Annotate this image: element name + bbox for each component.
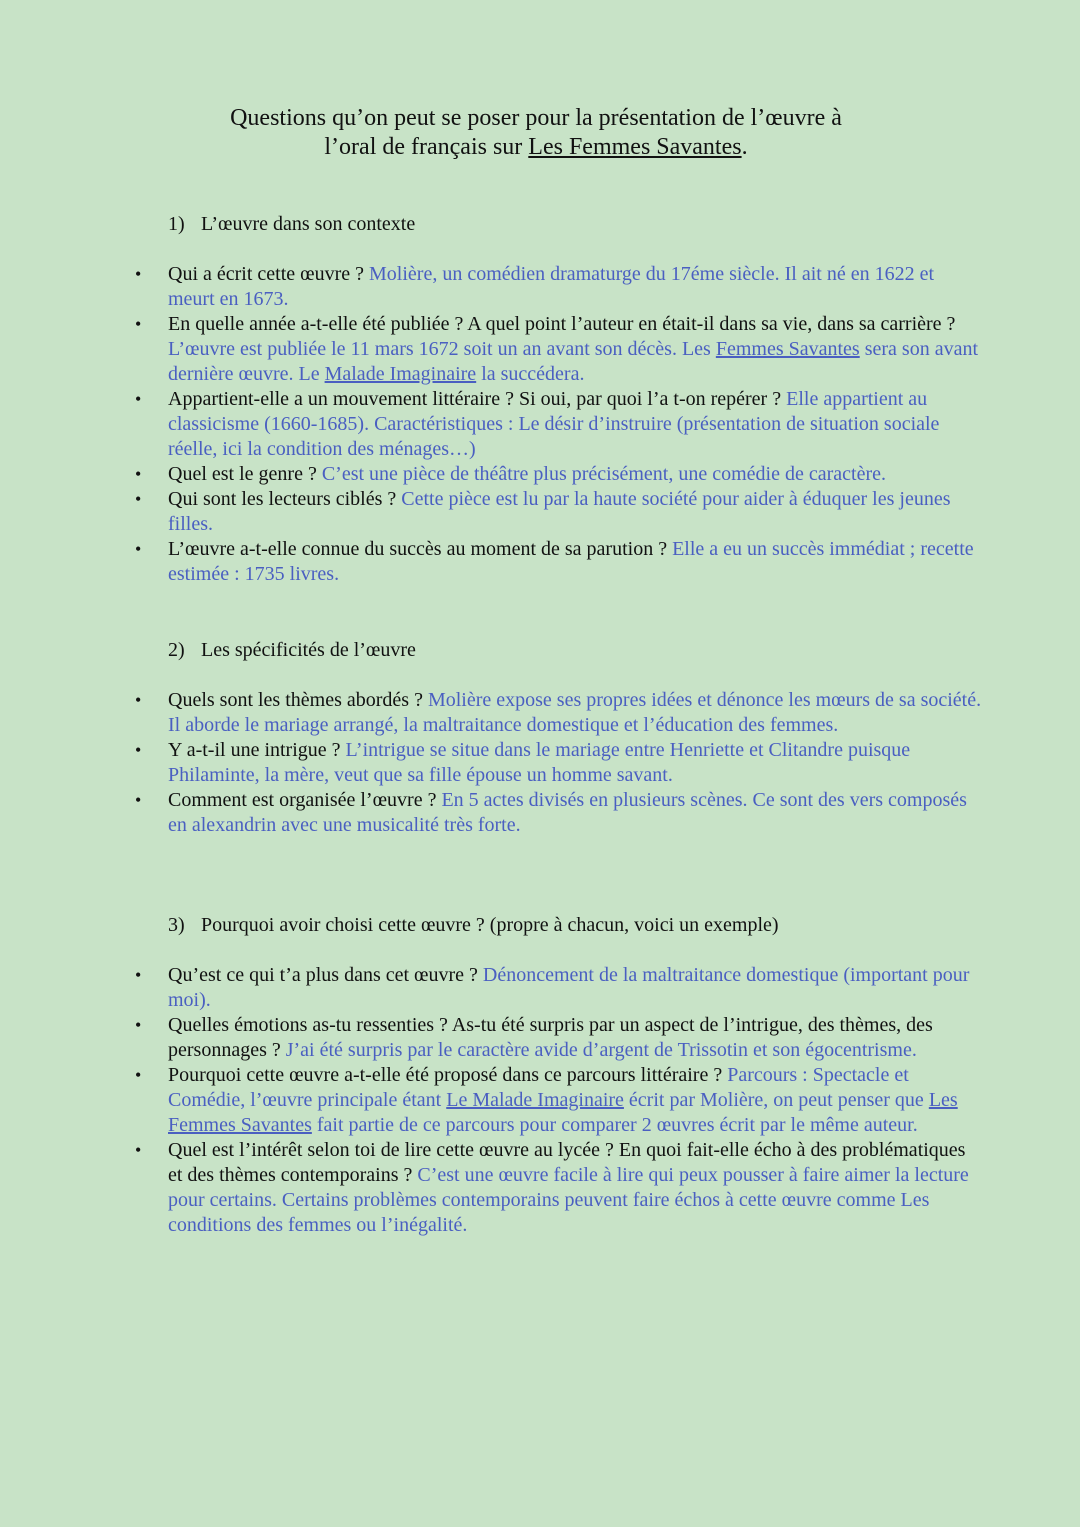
work-title: Les Femmes Savantes	[168, 1089, 958, 1136]
title-line-2-text: l’oral de français sur	[324, 134, 529, 160]
question: Quel est l’intérêt selon toi de lire cette œuvre au lycée ? En quoi fait-elle écho à des problématiques et des thèmes contemporains ?	[168, 1139, 966, 1186]
section-2-list	[0, 688, 1080, 838]
work-title: Le Malade Imaginaire	[446, 1089, 624, 1111]
section-title: Les spécificités de l’œuvre	[201, 639, 416, 661]
title-work-name: Les Femmes Savantes	[528, 134, 742, 160]
section-1-heading	[168, 212, 415, 237]
page-title	[150, 104, 922, 162]
list-item	[0, 1138, 1080, 1238]
question: Comment est organisée l’œuvre ?	[168, 789, 442, 811]
answer: L’intrigue se situe dans le mariage entre Henriette et Clitandre puisque Philaminte, la mère, veut que sa fille épouse un homme savant.	[168, 739, 911, 786]
work-title: Malade Imaginaire	[324, 363, 477, 385]
list-item	[0, 262, 1080, 312]
answer: C’est une pièce de théâtre plus précisément, une comédie de caractère.	[321, 463, 886, 485]
answer: J’ai été surpris par le caractère avide d’argent de Trissotin et son égocentrisme.	[285, 1039, 917, 1061]
question: En quelle année a-t-elle été publiée ? A quel point l’auteur en était-il dans sa vie, dans sa carrière ?	[168, 313, 956, 335]
section-number: 3)	[168, 914, 185, 936]
answer: Elle a eu un succès immédiat ; recette estimée : 1735 livres.	[168, 538, 974, 585]
list-item	[0, 312, 1080, 387]
answer: Elle appartient au classicisme (1660-1685). Caractéristiques : Le désir d’instruire (présentation de situation sociale réelle, ici la condition des ménages…)	[168, 388, 940, 460]
section-number: 1)	[168, 213, 185, 235]
question: Appartient-elle a un mouvement littéraire ? Si oui, par quoi l’a t-on repérer ?	[168, 388, 787, 410]
answer-text: écrit par Molière, on peut penser que	[623, 1089, 929, 1111]
list-item	[0, 387, 1080, 462]
section-1-list	[0, 262, 1080, 587]
section-title: Pourquoi avoir choisi cette œuvre ? (propre à chacun, voici un exemple)	[201, 914, 779, 936]
list-item	[0, 537, 1080, 587]
question: Pourquoi cette œuvre a-t-elle été proposé dans ce parcours littéraire ?	[168, 1064, 728, 1086]
section-3-heading	[168, 913, 779, 938]
title-period: .	[741, 134, 748, 160]
question: Quels sont les thèmes abordés ?	[168, 689, 428, 711]
answer: Molière, un comédien dramaturge du 17éme siècle. Il ait né en 1622 et meurt en 1673.	[168, 263, 935, 310]
list-item	[0, 788, 1080, 838]
answer: C’est une œuvre facile à lire qui peux pousser à faire aimer la lecture pour certains. Certains problèmes contemporains peuvent faire échos à cette œuvre comme Les conditions des femmes ou l’inégalité.	[168, 1164, 969, 1236]
answer: Molière expose ses propres idées et dénonce les mœurs de sa société. Il aborde le mariage arrangé, la maltraitance domestique et l’éducation des femmes.	[168, 689, 982, 736]
answer	[168, 338, 978, 385]
list-item	[0, 1013, 1080, 1063]
answer-text: sera son avant dernière œuvre. Le	[168, 338, 979, 385]
question: Quelles émotions as-tu ressenties ? As-tu été surpris par un aspect de l’intrigue, des thèmes, des personnages ?	[168, 1014, 933, 1061]
question: Y a-t-il une intrigue ?	[168, 739, 346, 761]
answer-text: Parcours : Spectacle et Comédie, l’œuvre principale étant	[168, 1064, 909, 1111]
answer: Cette pièce est lu par la haute société pour aider à éduquer les jeunes filles.	[168, 488, 951, 535]
list-item	[0, 462, 1080, 487]
title-line-2	[150, 133, 922, 162]
section-number: 2)	[168, 639, 185, 661]
list-item	[0, 1063, 1080, 1138]
list-item	[0, 738, 1080, 788]
work-title: Femmes Savantes	[715, 338, 860, 360]
answer-text: L’œuvre est publiée le 11 mars 1672 soit un an avant son décès. Les	[168, 338, 716, 360]
section-3-list	[0, 963, 1080, 1238]
answer-text: fait partie de ce parcours pour comparer 2 œuvres écrit par le même auteur.	[311, 1114, 918, 1136]
question: Qui sont les lecteurs ciblés ?	[168, 488, 402, 510]
answer: En 5 actes divisés en plusieurs scènes. Ce sont des vers composés en alexandrin avec une musicalité très forte.	[168, 789, 967, 836]
answer: Dénoncement de la maltraitance domestique (important pour moi).	[168, 964, 970, 1011]
question: L’œuvre a-t-elle connue du succès au moment de sa parution ?	[168, 538, 673, 560]
section-2-heading	[168, 638, 416, 663]
question: Quel est le genre ?	[168, 463, 322, 485]
section-title: L’œuvre dans son contexte	[201, 213, 416, 235]
title-line-1: Questions qu’on peut se poser pour la présentation de l’œuvre à	[230, 105, 842, 131]
answer-text: la succédera.	[476, 363, 585, 385]
list-item	[0, 963, 1080, 1013]
question: Qu’est ce qui t’a plus dans cet œuvre ?	[168, 964, 483, 986]
list-item	[0, 487, 1080, 537]
list-item	[0, 688, 1080, 738]
question: Qui a écrit cette œuvre ?	[168, 263, 370, 285]
